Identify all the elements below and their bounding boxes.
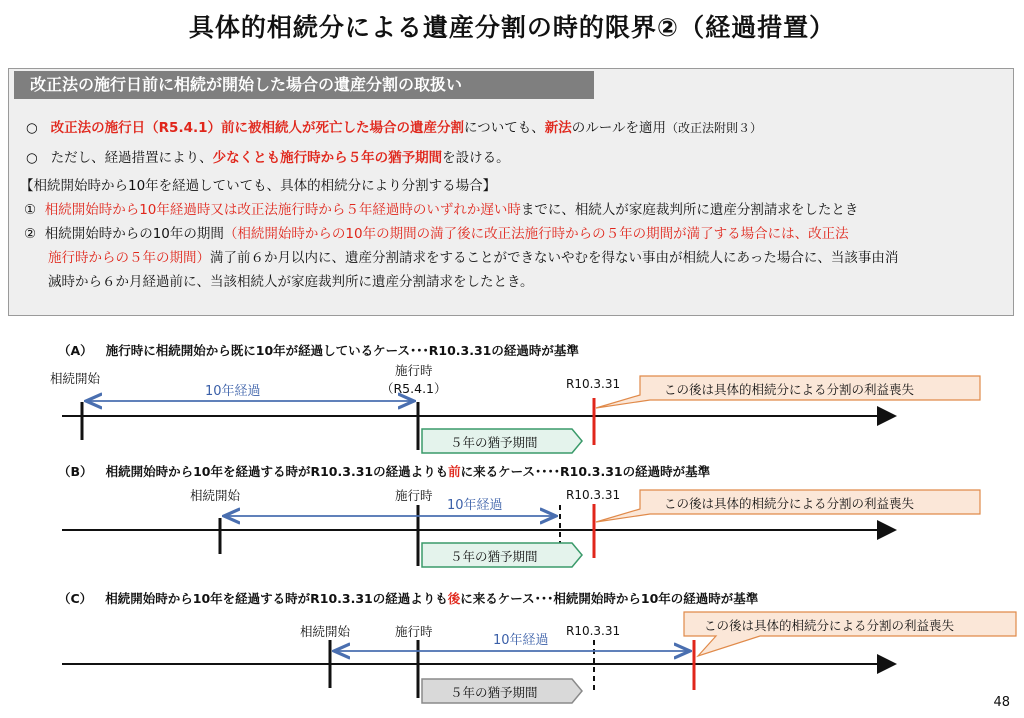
case-a-span-label: 10年経過 xyxy=(205,384,261,399)
case-b-r10-label: R10.3.31 xyxy=(566,488,621,502)
case-a-start-label: 相続開始 xyxy=(50,371,101,386)
item-1-number: ① xyxy=(24,202,37,218)
page-number: 48 xyxy=(993,695,1010,710)
bullet-1-new-law: 新法 xyxy=(544,120,572,136)
case-c-span-label: 10年経過 xyxy=(493,633,549,648)
bullet-1-emphasis: 改正法の施行日（R5.4.1）前に被相続人が死亡した場合の遺産分割 xyxy=(50,120,464,136)
case-b-title-pre: 相続開始時から10年を経過する時がR10.3.31の経過よりも xyxy=(105,464,449,479)
case-b-title-emphasis: 前 xyxy=(448,464,461,479)
case-c-label: （C） xyxy=(58,591,93,606)
case-a-label: （A） xyxy=(58,343,93,358)
item-1-tail: までに、相続人が家庭裁判所に遺産分割請求をしたとき xyxy=(520,202,859,218)
item-1-emphasis: 相続開始時から10年経過時又は改正法施行時から５年経過時のいずれか遅い時 xyxy=(44,202,521,218)
case-c-title xyxy=(58,589,758,607)
item-2-tail: 満了前６か月以内に、遺産分割請求をすることができないやむを得ない事由が相続人にあった場合に、当該事由消 xyxy=(210,250,899,266)
case-a-title xyxy=(58,341,579,359)
item-2-pre: 相続開始時からの10年の期間 xyxy=(44,226,224,242)
bullet-1-tail: のルールを適用 xyxy=(571,120,666,136)
case-c-title-emphasis: 後 xyxy=(447,591,461,606)
bullet-2-pre: ただし、経過措置により、 xyxy=(50,150,213,166)
bullet-mark: ○ xyxy=(26,150,38,166)
case-a-callout-text: この後は具体的相続分による分割の利益喪失 xyxy=(664,382,915,397)
item-2-line-3: 滅時から６か月経過前に、当該相続人が家庭裁判所に遺産分割請求をしたとき。 xyxy=(48,274,534,290)
case-b-label: （B） xyxy=(58,464,93,479)
case-b-title-post: に来るケース････R10.3.31の経過時が基準 xyxy=(460,464,711,479)
item-2-number: ② xyxy=(24,226,37,242)
item-2-emphasis-1: （相続開始時からの10年の期間の満了後に改正法施行時からの５年の期間が満了する場合には、改正法 xyxy=(223,226,849,242)
case-b-span-label: 10年経過 xyxy=(447,498,503,513)
case-b-grace-label: ５年の猶予期間 xyxy=(450,549,538,564)
case-c-r10-label: R10.3.31 xyxy=(566,624,621,638)
case-c-title-post: に来るケース･･･相続開始時から10年の経過時が基準 xyxy=(460,591,759,606)
case-a-title-text: 施行時に相続開始から既に10年が経過しているケース･･･R10.3.31の経過時が基準 xyxy=(105,343,579,358)
bullet-2-emphasis: 少なくとも施行時から５年の猶予期間 xyxy=(212,150,443,166)
bullet-2-tail: を設ける。 xyxy=(442,150,510,166)
case-c-enforce-label: 施行時 xyxy=(395,624,433,639)
case-a-enforce-date: （R5.4.1） xyxy=(381,381,447,396)
case-c-title-pre: 相続開始時から10年を経過する時がR10.3.31の経過よりも xyxy=(105,591,448,606)
case-b-start-label: 相続開始 xyxy=(190,488,241,503)
case-c-callout-text: この後は具体的相続分による分割の利益喪失 xyxy=(704,618,955,633)
case-b-callout-text: この後は具体的相続分による分割の利益喪失 xyxy=(664,496,915,511)
bullet-1-mid: についても、 xyxy=(464,120,545,136)
bullet-1-note: （改正法附則３） xyxy=(665,121,762,135)
item-2-emphasis-2: 施行時からの５年の期間） xyxy=(48,250,210,266)
case-b-enforce-label: 施行時 xyxy=(395,488,433,503)
case-c-grace-label: ５年の猶予期間 xyxy=(450,685,538,700)
bracket-heading: 【相続開始時から10年を経過していても、具体的相続分により分割する場合】 xyxy=(20,178,497,194)
case-c-start-label: 相続開始 xyxy=(300,624,351,639)
page-title: 具体的相続分による遺産分割の時的限界②（経過措置） xyxy=(188,13,836,42)
case-a-r10-label: R10.3.31 xyxy=(566,377,621,391)
summary-header: 改正法の施行日前に相続が開始した場合の遺産分割の取扱い xyxy=(14,71,594,99)
case-a-enforce-label: 施行時 xyxy=(395,363,433,378)
bullet-mark: ○ xyxy=(26,120,38,136)
case-a-grace-label: ５年の猶予期間 xyxy=(450,435,538,450)
case-b-title xyxy=(58,462,710,480)
